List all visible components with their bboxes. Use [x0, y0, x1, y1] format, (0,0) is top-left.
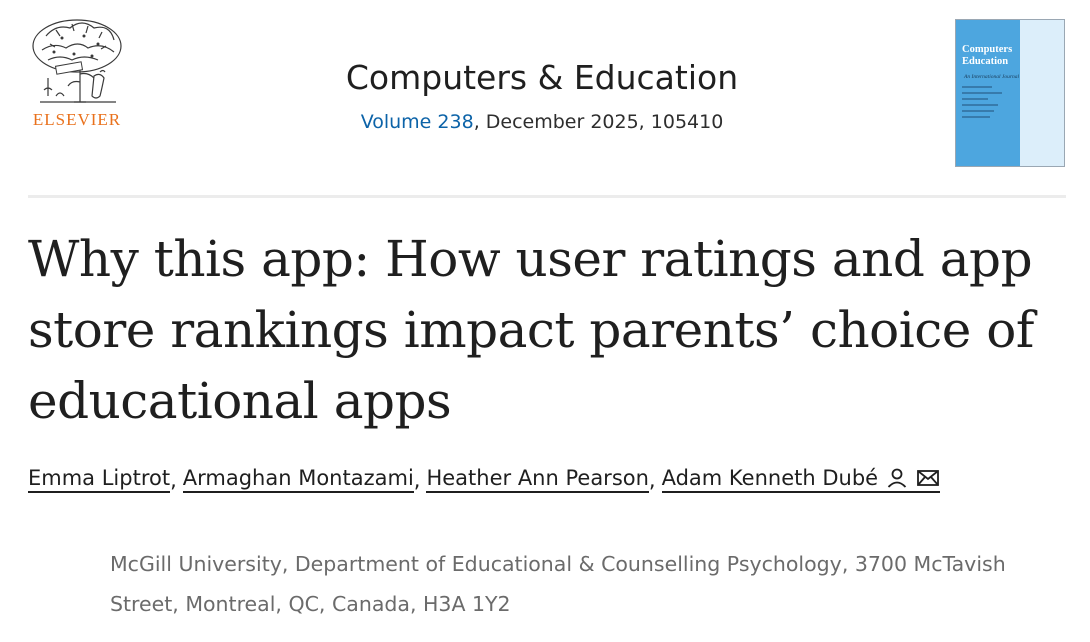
envelope-icon: [916, 468, 940, 488]
corresponding-author-name: Adam Kenneth Dubé: [661, 466, 879, 490]
author-list: [28, 466, 940, 493]
header-divider: [28, 195, 1066, 198]
journal-header: [0, 58, 1084, 133]
corresponding-author-link[interactable]: [662, 466, 940, 493]
author-affiliation: McGill University, Department of Educational & Counselling Psychology, 3700 McTavish Street, Montreal, QC, Canada, H3A 1Y2: [110, 552, 1006, 616]
journal-issue-info: [0, 111, 1084, 133]
cover-title-line1: Computers: [962, 44, 1013, 55]
journal-title[interactable]: Computers & Education: [345, 58, 739, 97]
author-separator: ,: [648, 467, 656, 492]
person-icon: [886, 467, 908, 489]
author-link[interactable]: Emma Liptrot: [28, 466, 170, 493]
article-title: Why this app: How user ratings and app store rankings impact parents’ choice of educational apps: [28, 230, 1034, 430]
author-link[interactable]: Heather Ann Pearson: [426, 466, 648, 493]
author-separator: ,: [413, 467, 421, 492]
journal-cover-image[interactable]: [955, 19, 1065, 167]
author-separator: ,: [170, 467, 177, 492]
issue-details: , December 2025, 105410: [473, 111, 724, 133]
cover-title: [962, 44, 1012, 68]
cover-title-line2: Education: [962, 56, 1009, 67]
cover-subtitle: An International Journal: [964, 74, 1019, 80]
volume-link[interactable]: Volume 238: [360, 111, 474, 133]
publisher-name: ELSEVIER: [32, 110, 122, 129]
author-link[interactable]: Armaghan Montazami: [183, 466, 414, 493]
cover-text-lines: [962, 86, 1002, 122]
